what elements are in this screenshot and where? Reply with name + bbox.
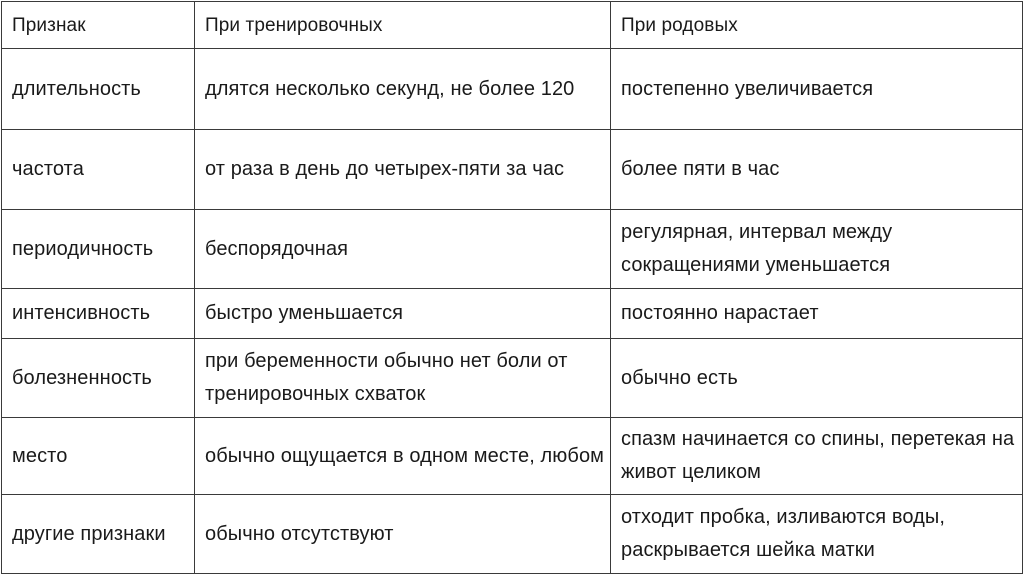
table-row [2,339,1023,418]
row-label-cell: болезненность [2,339,195,418]
comparison-table [1,1,1023,574]
table-row [2,289,1023,339]
table-row [2,130,1023,210]
row-label-cell: частота [2,130,195,210]
labor-cell: более пяти в час [611,130,1023,210]
labor-cell: регулярная, интервал между сокращениями уменьшается [611,210,1023,289]
labor-cell: обычно есть [611,339,1023,418]
labor-cell: постоянно нарастает [611,289,1023,339]
table-row [2,495,1023,574]
training-cell: обычно отсутствуют [195,495,611,574]
training-cell: быстро уменьшается [195,289,611,339]
table-row [2,418,1023,495]
row-label-cell: место [2,418,195,495]
training-cell: длятся несколько секунд, не более 120 [195,49,611,130]
table-row [2,210,1023,289]
training-cell: при беременности обычно нет боли от тренировочных схваток [195,339,611,418]
row-label-cell: периодичность [2,210,195,289]
training-cell: обычно ощущается в одном месте, любом [195,418,611,495]
row-label-cell: длительность [2,49,195,130]
header-cell-feature: Признак [2,2,195,49]
training-cell: от раза в день до четырех-пяти за час [195,130,611,210]
row-label-cell: интенсивность [2,289,195,339]
training-cell: беспорядочная [195,210,611,289]
table-row [2,49,1023,130]
labor-cell: постепенно увеличивается [611,49,1023,130]
header-cell-training: При тренировочных [195,2,611,49]
header-cell-labor: При родовых [611,2,1023,49]
table-header-row [2,2,1023,49]
labor-cell: отходит пробка, изливаются воды, раскрывается шейка матки [611,495,1023,574]
row-label-cell: другие признаки [2,495,195,574]
labor-cell: спазм начинается со спины, перетекая на живот целиком [611,418,1023,495]
